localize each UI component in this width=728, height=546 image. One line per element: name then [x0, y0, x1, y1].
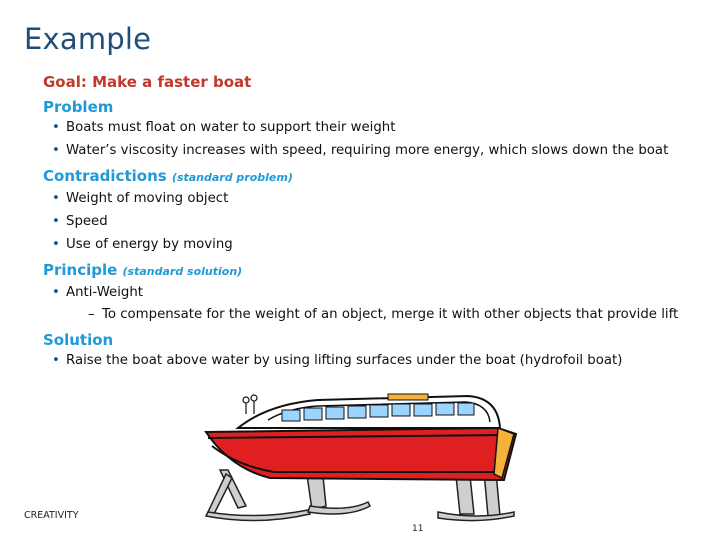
- contradiction-bullet: • Weight of moving object: [52, 191, 693, 207]
- principle-bullet-label: Anti-Weight: [66, 285, 144, 300]
- contradiction-bullet: • Use of energy by moving: [52, 237, 693, 253]
- goal-heading: Goal: Make a faster boat: [43, 73, 252, 91]
- principle-bullet: [52, 285, 693, 323]
- contradiction-bullet: • Speed: [52, 214, 693, 230]
- principle-sub-bullet: – To compensate for the weight of an object, merge it with other objects that provide lift: [88, 307, 693, 323]
- problem-heading-label: Problem: [43, 98, 114, 116]
- hydrofoil-boat-icon: [198, 388, 532, 530]
- problem-list: [43, 120, 693, 159]
- problem-bullet: • Boats must float on water to support their weight: [52, 120, 693, 136]
- solution-list: [43, 353, 693, 369]
- contradictions-list: [43, 191, 693, 253]
- principle-sub-list: [66, 307, 693, 323]
- contradictions-heading-label: Contradictions: [43, 167, 167, 185]
- slide-content: [43, 72, 693, 376]
- solution-heading: [43, 330, 693, 350]
- solution-heading-label: Solution: [43, 331, 114, 349]
- principle-note: (standard solution): [122, 265, 243, 278]
- principle-list: [43, 285, 693, 323]
- problem-bullet: • Water’s viscosity increases with speed, requiring more energy, which slows down the boat: [52, 143, 693, 159]
- contradictions-heading: [43, 166, 693, 188]
- problem-heading: [43, 97, 693, 117]
- solution-bullet: • Raise the boat above water by using lifting surfaces under the boat (hydrofoil boat): [52, 353, 693, 369]
- principle-heading: [43, 260, 693, 282]
- contradictions-note: (standard problem): [171, 171, 293, 184]
- principle-heading-label: Principle: [43, 261, 118, 279]
- footer-label: CREATIVITY: [24, 510, 79, 521]
- slide-title: Example: [24, 22, 152, 56]
- page-number: 11: [412, 524, 424, 534]
